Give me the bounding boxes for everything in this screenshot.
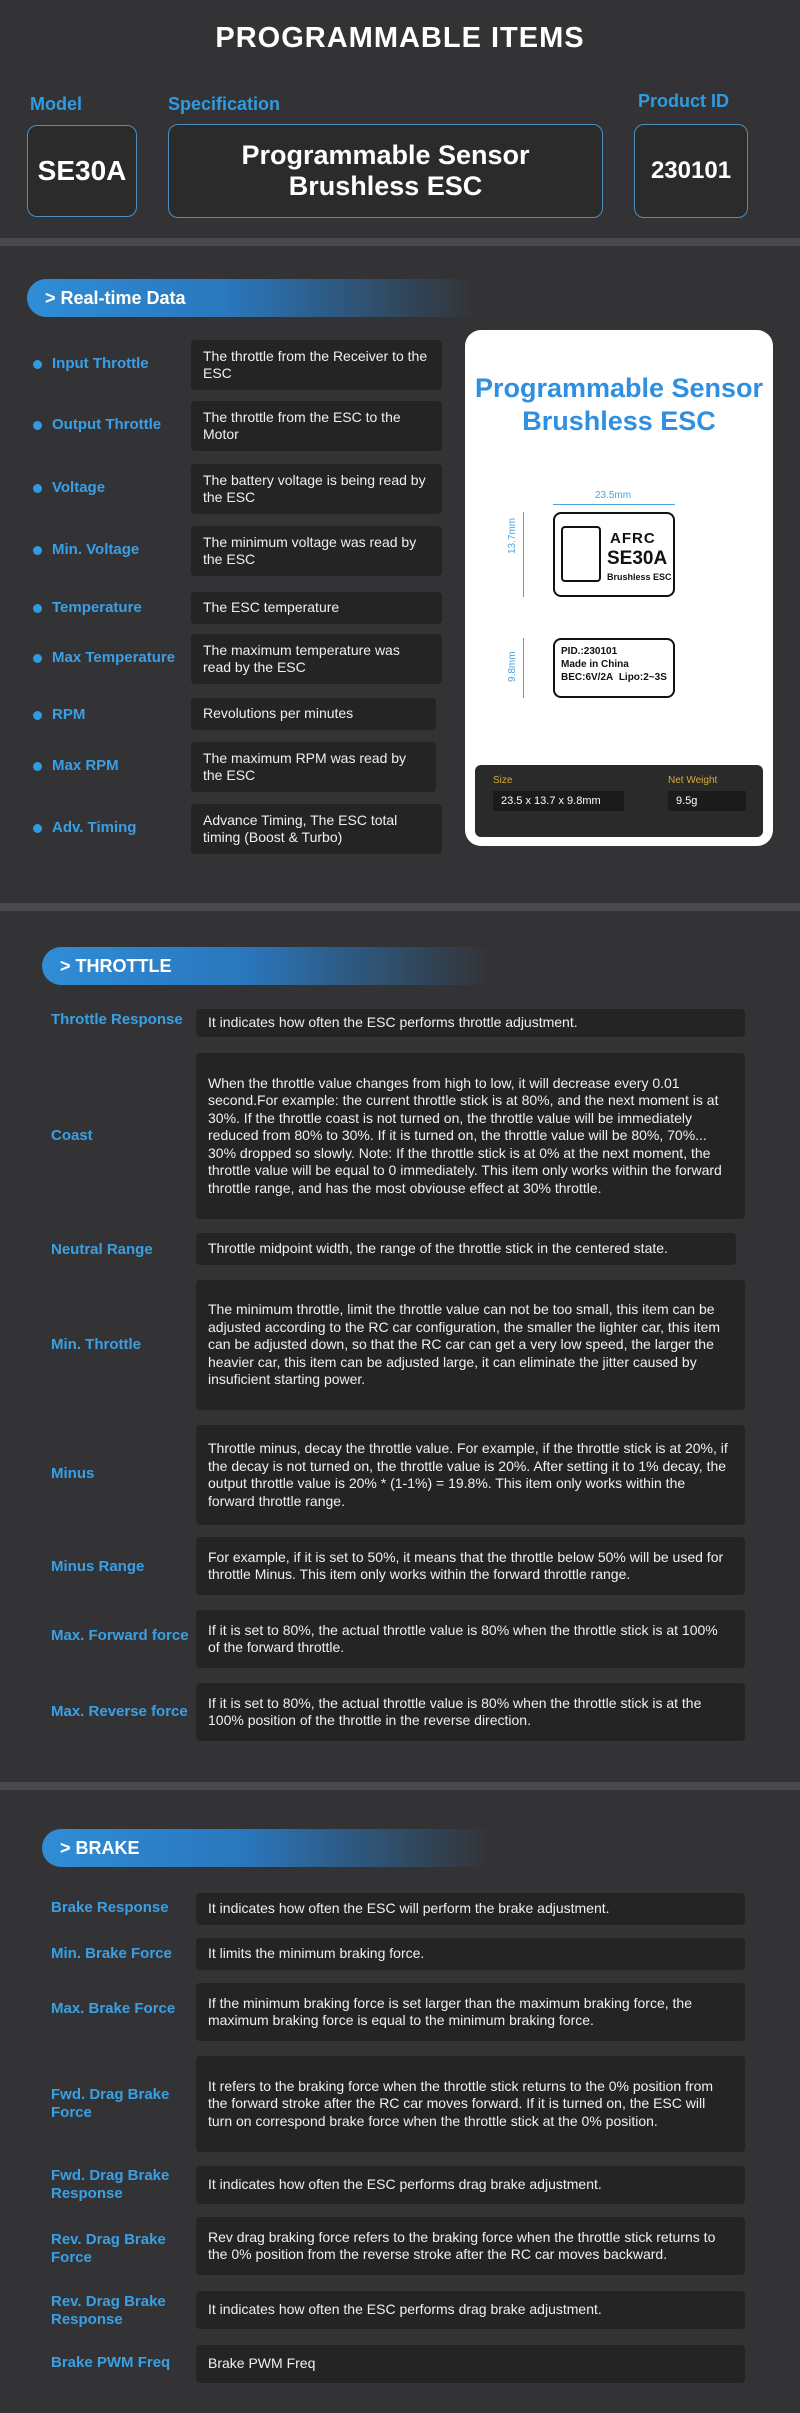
throttle-desc: For example, if it is set to 50%, it means that the throttle below 50% will be used for throttle Minus. This item only works within the forward throttle range. xyxy=(196,1537,745,1595)
specification-box xyxy=(168,124,603,218)
brake-label-rev-drag-response: Rev. Drag Brake Response xyxy=(51,2293,166,2328)
specification-line-2: Brushless ESC xyxy=(288,171,483,201)
product-id-value: 230101 xyxy=(650,157,732,184)
brake-desc: It indicates how often the ESC will perform the brake adjustment. xyxy=(196,1893,745,1925)
throttle-label-max-reverse-force: Max. Reverse force xyxy=(51,1703,188,1720)
bullet-icon xyxy=(33,762,42,771)
brake-desc: It refers to the braking force when the throttle stick returns to the 0% position from the forward stroke after the RC car moves forward. If it is turned on, the ESC will turn on correspond brake force when the throttle stick at the 0% position. xyxy=(196,2056,745,2152)
weight-value: 9.5g xyxy=(668,791,746,811)
product-card-title: Programmable Sensor Brushless ESC xyxy=(474,373,764,436)
throttle-desc: When the throttle value changes from high to low, it will decrease every 0.01 second.For example: the current throttle stick is at 80%, and the next moment is at 30%. If the throttle coast is not turned on, the throttle value will be immediately reduced from 80% to 30%. If it is turned on, the throttle value will be 80%, 70%... 30% dropped so slowly. Note: If the throttle stick is at 0% at the next moment, the throttle value will be equal to 0 immediately. This item only works within the forward throttle range, and has the most obviouse effect at 30% throttle. xyxy=(196,1053,745,1219)
product-card xyxy=(465,330,773,846)
size-value: 23.5 x 13.7 x 9.8mm xyxy=(493,791,624,811)
throttle-desc: Throttle midpoint width, the range of the throttle stick in the centered state. xyxy=(196,1233,736,1265)
brake-desc: It indicates how often the ESC performs drag brake adjustment. xyxy=(196,2166,745,2204)
width-dimension: 23.5mm xyxy=(594,490,632,501)
brake-desc: Rev drag braking force refers to the braking force when the throttle stick returns to the 0% position from the reverse stroke after the RC car moves backward. xyxy=(196,2217,745,2275)
throttle-desc: The minimum throttle, limit the throttle value can not be too small, this item can be adjusted according to the RC car configuration, the smaller the lighter car, this item can be adjusted down, so that the RC car can get a very low speed, the larger the heavier car, this item can be adjusted large, it can eliminate the jitter caused by insuficient starting power. xyxy=(196,1280,745,1410)
realtime-desc: The throttle from the Receiver to the ESC xyxy=(191,340,442,390)
realtime-label-output-throttle: Output Throttle xyxy=(33,416,161,434)
bullet-icon xyxy=(33,546,42,555)
brake-desc: If the minimum braking force is set larger than the maximum braking force, the maximum braking force is equal to the minimum braking force. xyxy=(196,1983,745,2041)
model-label: Model xyxy=(30,94,82,114)
realtime-label-input-throttle: Input Throttle xyxy=(33,355,149,373)
throttle-desc: If it is set to 80%, the actual throttle value is 80% when the throttle stick is at 100% of the forward throttle. xyxy=(196,1610,745,1668)
esc-model: SE30A xyxy=(607,548,668,569)
realtime-label-adv-timing: Adv. Timing xyxy=(33,819,136,837)
bullet-icon xyxy=(33,604,42,613)
weight-label: Net Weight xyxy=(668,775,718,786)
realtime-desc: The battery voltage is being read by the ESC xyxy=(191,464,442,514)
brake-label-response: Brake Response xyxy=(51,1899,169,1916)
brake-label-rev-drag-force: Rev. Drag Brake Force xyxy=(51,2231,166,2266)
specification-label: Specification xyxy=(168,94,281,114)
realtime-label-min-voltage: Min. Voltage xyxy=(33,541,139,559)
realtime-desc: The maximum RPM was read by the ESC xyxy=(191,742,436,792)
brake-label-max-force: Max. Brake Force xyxy=(51,2000,176,2017)
brake-desc: It indicates how often the ESC performs drag brake adjustment. xyxy=(196,2291,745,2329)
realtime-desc: The throttle from the ESC to the Motor xyxy=(191,401,442,451)
product-id-box xyxy=(634,124,748,218)
esc-connector xyxy=(561,526,601,582)
size-label: Size xyxy=(493,775,513,786)
width-dimension-line xyxy=(553,504,675,505)
throttle-desc: It indicates how often the ESC performs throttle adjustment. xyxy=(196,1009,745,1037)
esc-label-pid: PID.:230101 xyxy=(561,646,618,657)
section-divider xyxy=(0,238,800,246)
esc-illustration xyxy=(553,512,675,597)
brake-desc: Brake PWM Freq xyxy=(196,2345,745,2383)
page-title: PROGRAMMABLE ITEMS xyxy=(215,22,585,54)
throttle-label-max-forward-force: Max. Forward force xyxy=(51,1627,189,1644)
esc-brand: AFRC xyxy=(610,530,656,547)
throttle-label-minus: Minus xyxy=(51,1465,95,1482)
brake-label-pwm-freq: Brake PWM Freq xyxy=(51,2354,171,2371)
depth-dimension-line xyxy=(523,638,524,698)
realtime-label-max-temperature: Max Temperature xyxy=(33,649,175,667)
bullet-icon xyxy=(33,421,42,430)
brake-banner: > BRAKE xyxy=(42,1829,490,1867)
realtime-label-temperature: Temperature xyxy=(33,599,142,617)
throttle-banner: > THROTTLE xyxy=(42,947,490,985)
model-box xyxy=(27,125,137,217)
model-value: SE30A xyxy=(37,155,127,186)
spec-bar xyxy=(475,765,763,837)
throttle-label-response: Throttle Response xyxy=(51,1011,183,1028)
brake-label-fwd-drag-force: Fwd. Drag Brake Force xyxy=(51,2086,170,2121)
esc-label-bec: BEC:6V/2A xyxy=(561,672,614,683)
product-id-label: Product ID xyxy=(638,91,730,111)
bullet-icon xyxy=(33,360,42,369)
throttle-label-neutral-range: Neutral Range xyxy=(51,1241,153,1258)
brake-label-min-force: Min. Brake Force xyxy=(51,1945,172,1962)
height-dimension-line xyxy=(523,512,524,597)
throttle-desc: If it is set to 80%, the actual throttle value is 80% when the throttle stick is at the 100% position of the throttle in the reverse direction. xyxy=(196,1683,745,1741)
bullet-icon xyxy=(33,484,42,493)
realtime-desc: The maximum temperature was read by the ESC xyxy=(191,634,442,684)
esc-label-made: Made in China xyxy=(561,659,629,670)
bullet-icon xyxy=(33,654,42,663)
realtime-desc: The minimum voltage was read by the ESC xyxy=(191,526,442,576)
esc-subtitle: Brushless ESC xyxy=(607,572,672,582)
depth-dimension: 9.8mm xyxy=(507,651,518,682)
realtime-label-voltage: Voltage xyxy=(33,479,105,497)
brake-desc: It limits the minimum braking force. xyxy=(196,1938,745,1970)
realtime-desc: Advance Timing, The ESC total timing (Boost & Turbo) xyxy=(191,804,442,854)
specification-line-1: Programmable Sensor xyxy=(241,140,530,170)
throttle-label-minus-range: Minus Range xyxy=(51,1558,145,1575)
throttle-desc: Throttle minus, decay the throttle value. For example, if the throttle stick is at 20%, if the decay is not turned on, the throttle value is 20%. After setting it to 1% decay, the output throttle value is 20% * (1-1%) = 19.8%. This item only works within the forward throttle range. xyxy=(196,1425,745,1525)
esc-label-illustration xyxy=(553,638,675,698)
realtime-label-max-rpm: Max RPM xyxy=(33,757,119,775)
bullet-icon xyxy=(33,824,42,833)
throttle-label-coast: Coast xyxy=(51,1127,93,1144)
height-dimension: 13.7mm xyxy=(507,517,518,554)
realtime-desc: Revolutions per minutes xyxy=(191,698,436,730)
esc-label-lipo: Lipo:2~3S xyxy=(618,672,667,683)
brake-label-fwd-drag-response: Fwd. Drag Brake Response xyxy=(51,2167,170,2202)
bullet-icon xyxy=(33,711,42,720)
section-divider xyxy=(0,1782,800,1790)
realtime-label-rpm: RPM xyxy=(33,706,85,724)
realtime-banner: > Real-time Data xyxy=(27,279,475,317)
section-divider xyxy=(0,903,800,911)
realtime-desc: The ESC temperature xyxy=(191,592,442,624)
throttle-label-min-throttle: Min. Throttle xyxy=(51,1336,141,1353)
